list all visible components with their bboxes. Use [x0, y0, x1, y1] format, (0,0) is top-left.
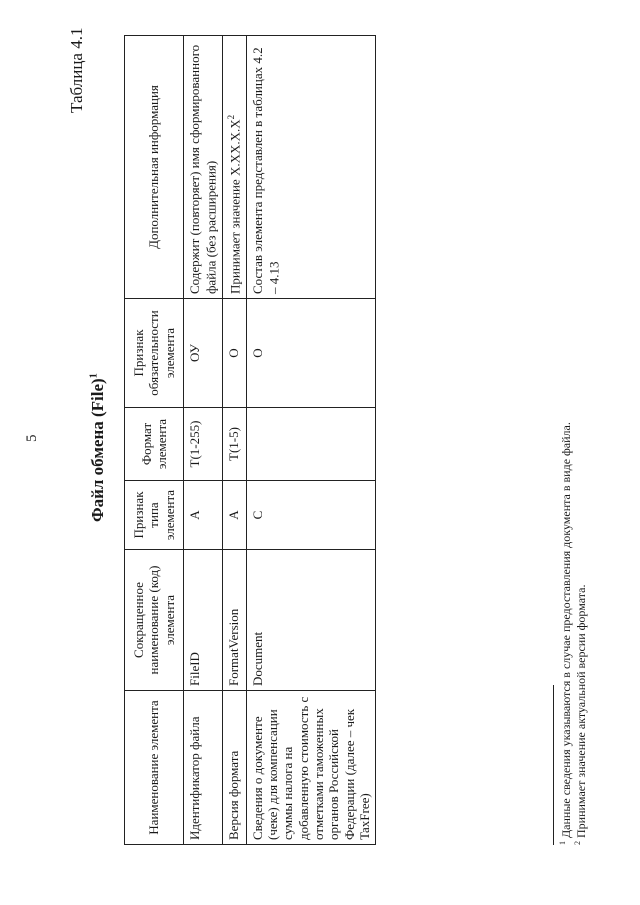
table-row [222, 36, 246, 845]
footnote-item [573, 422, 588, 845]
header-element-name: Наименование элемента [125, 691, 184, 845]
cell-info-text: Принимает значение X.XX.X.X [227, 119, 243, 294]
cell-name: Сведения о документе (чеке) для компенсации суммы налога на добавленную стоимость с отметками таможенных органов Российской Федерации (далее – чек TaxFree) [246, 691, 376, 845]
header-element-required: Признак обязательности элемента [125, 299, 184, 408]
document-title-text: Файл обмена (File) [88, 378, 107, 522]
cell-info-mark: 2 [225, 114, 236, 120]
cell-code: Document [246, 550, 376, 691]
cell-name: Идентификатор файла [184, 691, 223, 845]
cell-type: А [184, 481, 223, 550]
footnote-text: Данные сведения указываются в случае предоставления документа в виде файла. [559, 422, 573, 838]
cell-info [184, 36, 223, 299]
title-footnote-mark: 1 [88, 373, 100, 379]
cell-code: FileID [184, 550, 223, 691]
cell-required: О [246, 299, 376, 408]
header-element-type: Признак типа элемента [125, 481, 184, 550]
cell-info-text: Состав элемента представлен в таблицах 4.2 – 4.13 [249, 47, 282, 294]
cell-format [246, 408, 376, 481]
footnote-item [558, 422, 573, 845]
cell-format: T(1-5) [222, 408, 246, 481]
header-element-format: Формат элемента [125, 408, 184, 481]
cell-required: О [222, 299, 246, 408]
footnote-mark: 1 [558, 841, 567, 845]
header-element-code: Сокращенное наименование (код) элемента [125, 550, 184, 691]
cell-name: Версия формата [222, 691, 246, 845]
cell-type: С [246, 481, 376, 550]
cell-format: T(1-255) [184, 408, 223, 481]
footnotes [558, 422, 589, 845]
table-row [184, 36, 223, 845]
element-spec-table [124, 35, 376, 845]
page-number: 5 [24, 434, 40, 442]
cell-info [246, 36, 376, 299]
cell-type: А [222, 481, 246, 550]
footnote-text: Принимает значение актуальной версии формата. [574, 584, 589, 838]
document-title [88, 373, 108, 522]
table-header-row [125, 36, 184, 845]
header-additional-info: Дополнительная информация [125, 36, 184, 299]
table-caption: Таблица 4.1 [67, 27, 86, 113]
footnote-divider [553, 685, 554, 845]
footnote-mark: 2 [573, 841, 583, 845]
cell-info [222, 36, 246, 299]
table-row [246, 36, 376, 845]
cell-code: FormatVersion [222, 550, 246, 691]
cell-info-text: Содержит (повторяет) имя сформированного файла (без расширения) [187, 44, 219, 294]
cell-required: ОУ [184, 299, 223, 408]
